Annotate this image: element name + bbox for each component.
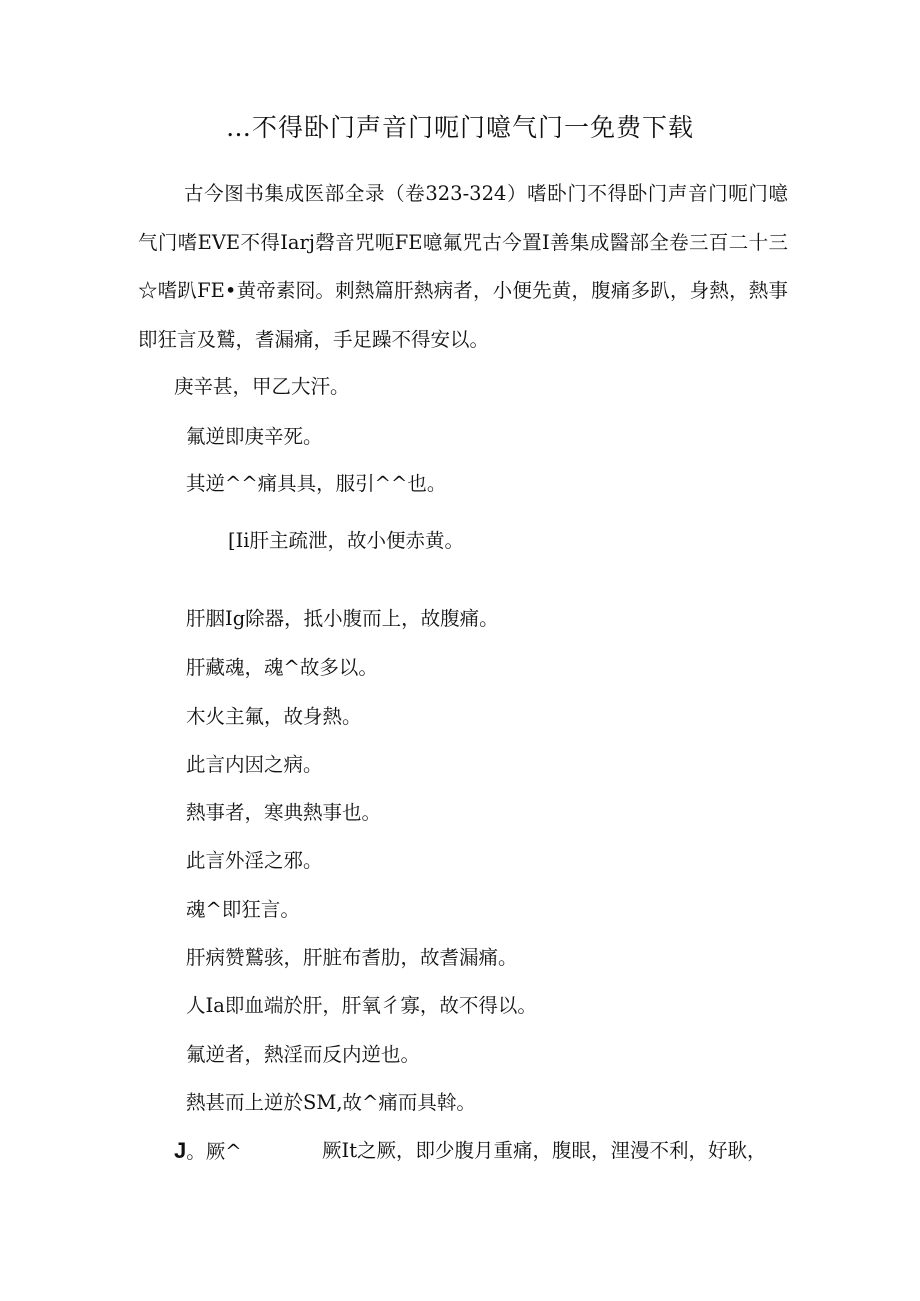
text-line: [Ii肝主疏泄，故小便赤黄。 bbox=[228, 529, 465, 552]
last-line-left bbox=[174, 1137, 242, 1166]
text-line: 氟逆者，熱淫而反内逆也。 bbox=[186, 1043, 421, 1066]
document-title: …不得卧门声音门呃门噫气门一免费下载 bbox=[225, 113, 694, 142]
last-line-marker: J bbox=[174, 1138, 187, 1163]
text-line: 人Ia即血端於肝，肝氧彳寡，故不得以。 bbox=[186, 994, 537, 1017]
text-line: 氟逆即庚辛死。 bbox=[186, 425, 323, 448]
text-line: 熱甚而上逆於SM,故^痛而具斡。 bbox=[186, 1091, 476, 1114]
text-line: 魂^即狂言。 bbox=[186, 898, 300, 921]
text-line: 木火主氟，故身熱。 bbox=[186, 705, 362, 728]
text-line: 肝胭Ig除器，抵小腹而上，故腹痛。 bbox=[186, 607, 499, 630]
text-line: 熱事者，寒典熱事也。 bbox=[186, 801, 382, 824]
text-line: 庚辛甚，甲乙大汗。 bbox=[174, 375, 350, 398]
intro-paragraph: 古今图书集成医部全录（卷323-324）嗜卧门不得卧门声音门呃门噫气门嗜EVE不得Iarj磬音咒呃FE噫氟咒古今置I善集成醫部全卷三百二十三☆嗜趴FE•黄帝素冏。刺熱篇肝熱病者，小便先黄，腹痛多趴，身熱，熱事即狂言及鷲，耆漏痛，手足躁不得安以。 bbox=[138, 182, 788, 351]
text-line: 肝藏魂，魂^故多以。 bbox=[186, 656, 378, 679]
last-line-left-text: 。厥^ bbox=[186, 1140, 242, 1163]
text-line: 其逆^^痛具具，服引^^也。 bbox=[186, 472, 447, 495]
text-line: 此言外淫之邪。 bbox=[186, 849, 323, 872]
text-line: 肝病赞鷲骇，肝脏布耆肋，故耆漏痛。 bbox=[186, 946, 518, 969]
text-line: 此言内因之病。 bbox=[186, 753, 323, 776]
last-line-right: 厥It之厥，即少腹月重痛，腹眼，浬漫不利，好耿， bbox=[322, 1139, 767, 1162]
